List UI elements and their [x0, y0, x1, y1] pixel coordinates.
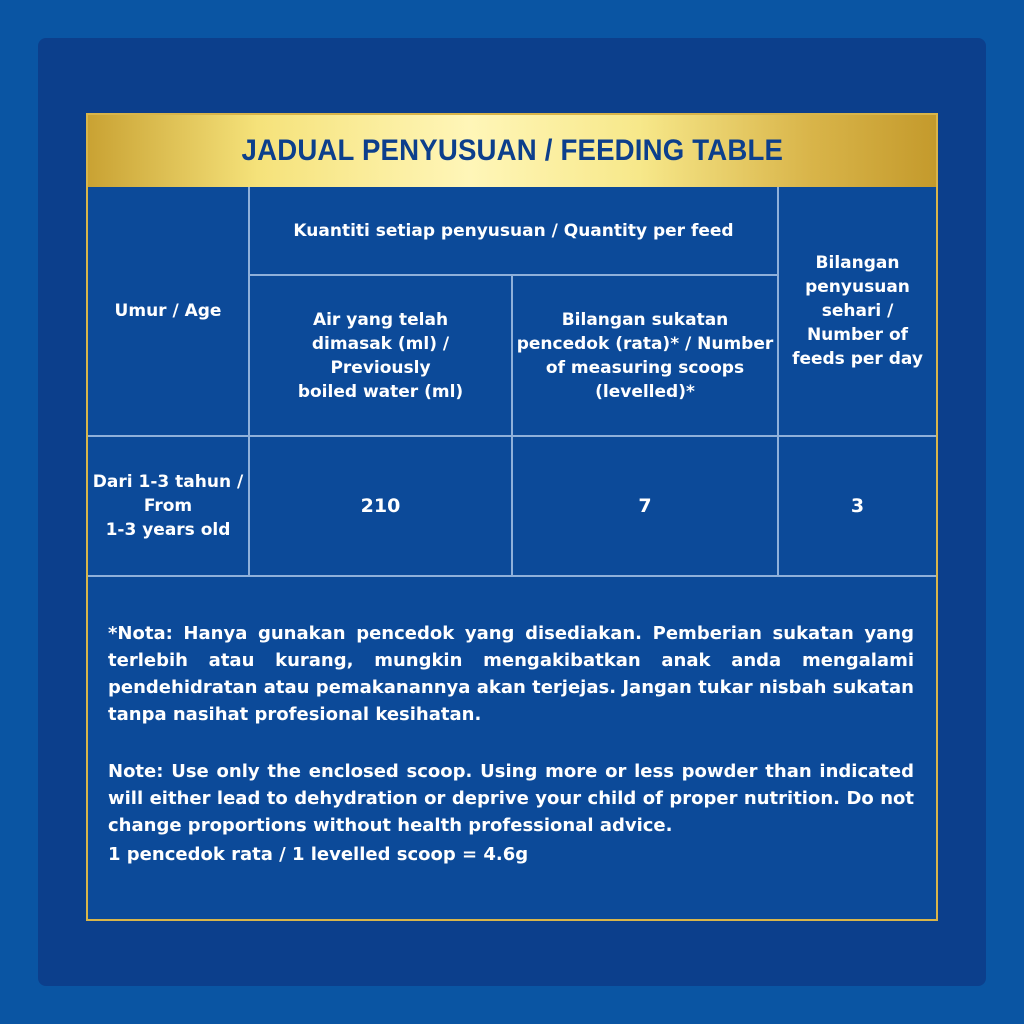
header-age: Umur / Age	[114, 301, 222, 321]
title-bar	[88, 115, 936, 187]
row-scoops: 7	[638, 495, 652, 517]
row-water-ml: 210	[360, 495, 401, 517]
row-age: Dari 1-3 tahun / From 1-3 years old	[92, 472, 244, 540]
note-english: Note: Use only the enclosed scoop. Using more or less powder than indicated will either lead to dehydration or deprive your child of proper nutrition. Do not change proportions without health professional advice.	[108, 761, 914, 836]
note-scoop-weight: 1 pencedok rata / 1 levelled scoop = 4.6g	[108, 844, 529, 865]
table-title: JADUAL PENYUSUAN / FEEDING TABLE	[241, 134, 783, 167]
note-malay: *Nota: Hanya gunakan pencedok yang disediakan. Pemberian sukatan yang terlebih atau kurang, mungkin mengakibatkan anak anda mengalami pendehidratan atau pemakanannya akan terjejas. Jangan tukar nisbah sukatan tanpa nasihat profesional kesihatan.	[108, 623, 914, 725]
header-feeds-per-day: Bilangan penyusuan sehari / Number of feeds per day	[792, 253, 923, 369]
header-boiled-water: Air yang telah dimasak (ml) / Previously boiled water (ml)	[297, 309, 464, 402]
header-quantity-per-feed: Kuantiti setiap penyusuan / Quantity per feed	[293, 221, 734, 241]
row-feeds-per-day: 3	[850, 495, 865, 517]
notes-section	[108, 620, 914, 868]
header-measuring-scoops: Bilangan sukatan pencedok (rata)* / Number of measuring scoops (levelled)*	[516, 309, 774, 402]
